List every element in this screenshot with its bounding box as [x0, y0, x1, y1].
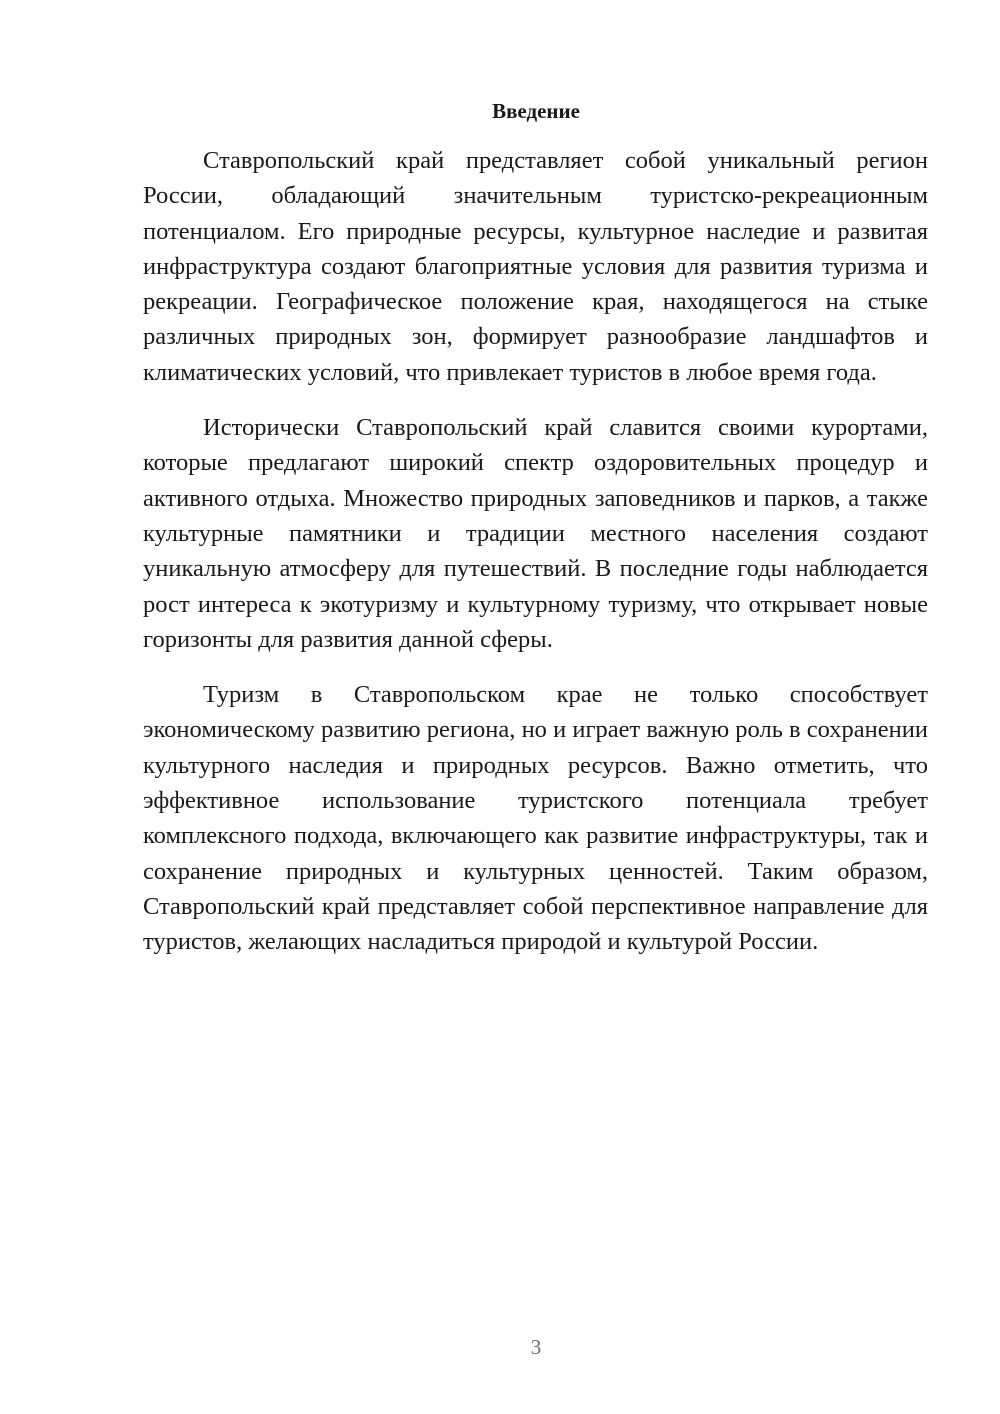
body-text — [143, 143, 928, 980]
paragraph-2: Исторически Ставропольский край славится своими курортами, которые предлагают широкий спектр оздоровительных процедур и активного отдыха. Множество природных заповедников и парков, а также культурные памятники и традиции местного населения создают уникальную атмосферу для путешествий. В последние годы наблюдается рост интереса к экотуризму и культурному туризму, что открывает новые горизонты для развития данной сферы. — [143, 414, 928, 653]
paragraph-3: Туризм в Ставропольском крае не только способствует экономическому развитию региона, но и играет важную роль в сохранении культурного наследия и природных ресурсов. Важно отметить, что эффективное использование туристского потенциала требует комплексного подхода, включающего как развитие инфраструктуры, так и сохранение природных и культурных ценностей. Таким образом, Ставропольский край представляет собой перспективное направление для туристов, желающих насладиться природой и культурой России. — [143, 681, 928, 956]
page-number: 3 — [530, 1335, 542, 1359]
section-heading: Введение — [492, 99, 580, 123]
paragraph-1: Ставропольский край представляет собой уникальный регион России, обладающий значительным туристско-рекреационным потенциалом. Его природные ресурсы, культурное наследие и развитая инфраструктура создают благоприятные условия для развития туризма и рекреации. Географическое положение края, находящегося на стыке различных природных зон, формирует разнообразие ландшафтов и климатических условий, что привлекает туристов в любое время года. — [143, 147, 928, 386]
